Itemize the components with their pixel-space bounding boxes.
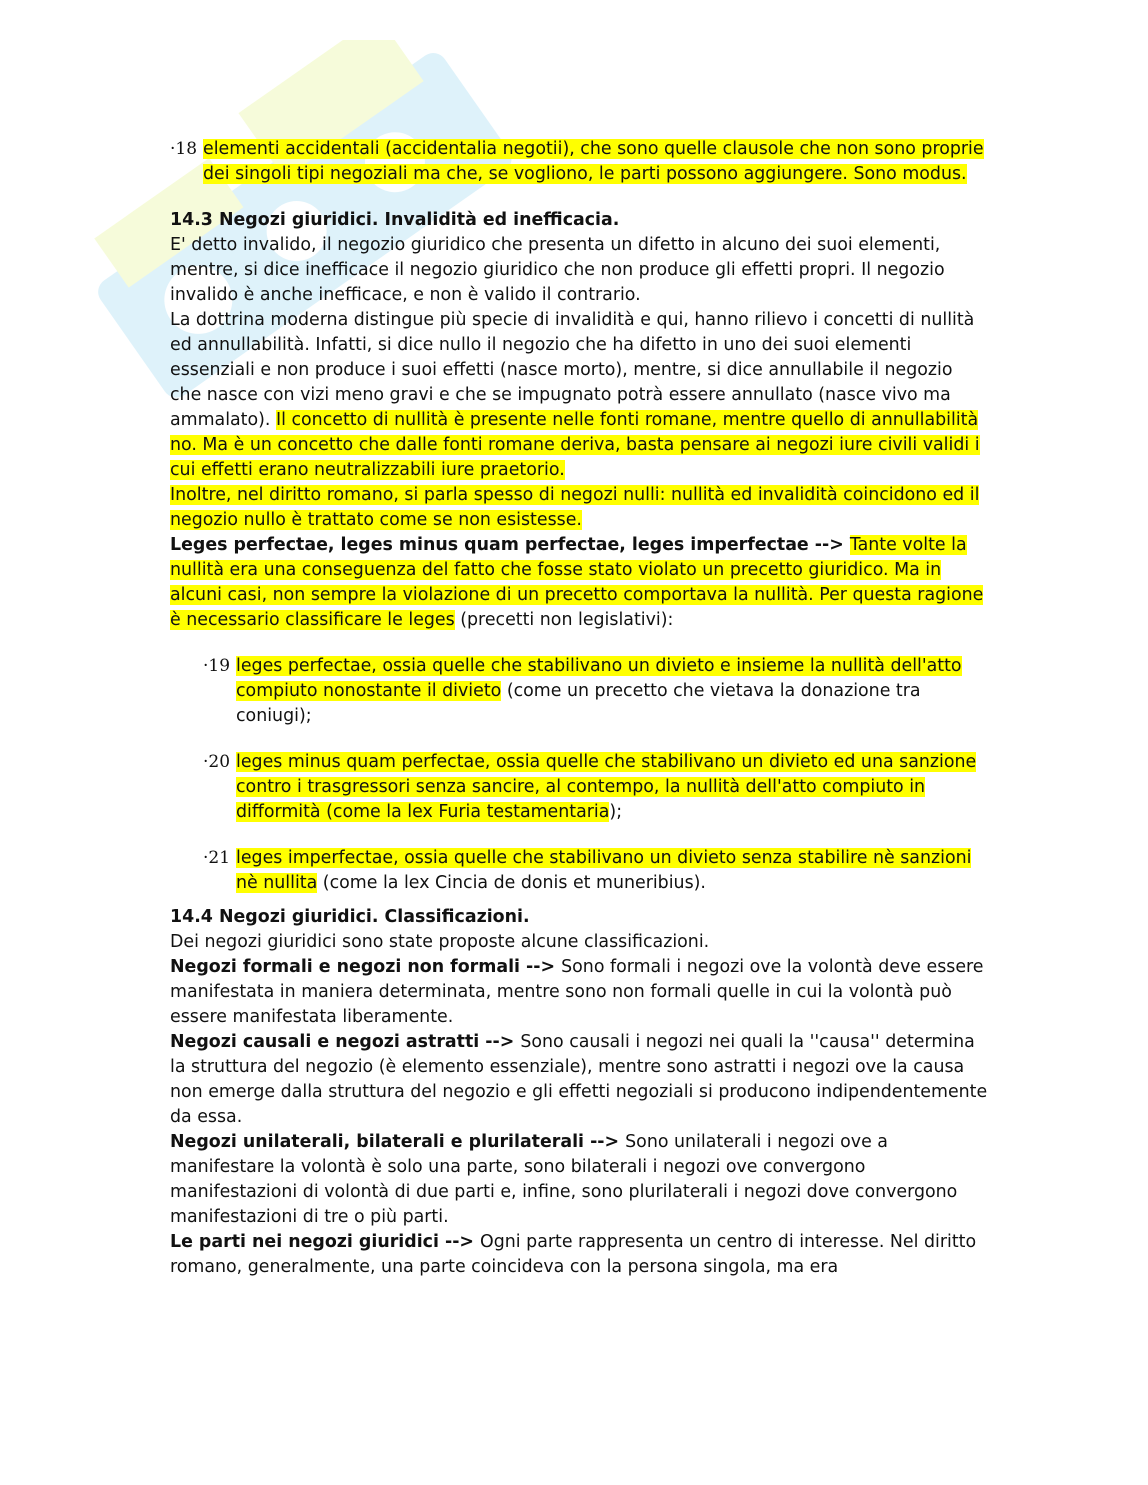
bold-term: Leges perfectae, leges minus quam perfectae, leges imperfectae --> (170, 535, 850, 555)
highlighted-text: Tante volte la nullità era una conseguenza del fatto che fosse stato violato un precetto giuridico. Ma in alcuni casi, non sempre la violazione di un precetto comportava la nullità. Per questa ragione è necessario classificare le leges (170, 535, 984, 630)
paragraph-text: La dottrina moderna distingue più specie di invalidità e qui, hanno rilievo i concetti di nullità ed annullabilità. Infatti, si dice nullo il negozio che ha difetto in uno dei suoi elementi essenziali e non produce i suoi effetti (nasce morto), mentre, si dice annullabile il negozio che nasce con vizi meno gravi e che se impugnato potrà essere annullato (nasce vivo ma ammalato). (170, 310, 975, 430)
paragraph (170, 533, 988, 633)
list-number: ·21 (203, 848, 231, 868)
section-heading-14-4: 14.4 Negozi giuridici. Classificazioni. (170, 907, 530, 927)
list-text: (come un precetto che vietava la donazione tra coniugi); (236, 681, 921, 726)
list-number: ·18 (170, 139, 198, 159)
section-heading-14-3: 14.3 Negozi giuridici. Invalidità ed inefficacia. (170, 210, 620, 230)
paragraph-text: (precetti non legislativi): (454, 610, 674, 630)
highlighted-text: leges minus quam perfectae, ossia quelle che stabilivano un divieto ed una sanzione contro i trasgressori senza sancire, al contempo, la nullità dell'atto compiuto in difformità (come la lex Furia testamentaria (236, 752, 977, 822)
list-number: ·19 (203, 656, 231, 676)
document-body (170, 137, 988, 1280)
bold-term: Negozi formali e negozi non formali --> (170, 957, 562, 977)
paragraph-text: Sono unilaterali i negozi ove a manifestare la volontà è solo una parte, sono bilaterali i negozi ove convergono manifestazioni di volontà di due parti e, infine, sono plurilaterali i negozi dove convergono manifestazioni di tre o più parti. (170, 1132, 958, 1227)
list-item-20 (170, 750, 988, 825)
highlighted-text: elementi accidentali (accidentalia negotii), che sono quelle clausole che non sono proprie dei singoli tipi negoziali ma che, se vogliono, le parti possono aggiungere. Sono modus. (203, 139, 984, 184)
paragraph: Dei negozi giuridici sono state proposte alcune classificazioni. (170, 932, 710, 952)
highlighted-text: leges perfectae, ossia quelle che stabilivano un divieto e insieme la nullità dell'atto compiuto nonostante il divieto (236, 656, 962, 701)
paragraph (170, 1130, 988, 1230)
list-item-19 (170, 654, 988, 729)
paragraph: E' detto invalido, il negozio giuridico che presenta un difetto in alcuno dei suoi elementi, mentre, si dice inefficace il negozio giuridico che non produce gli effetti propri. Il negozio invalido è anche inefficace, e non è valido il contrario. (170, 235, 945, 305)
list-number: ·20 (203, 752, 231, 772)
list-item-21 (170, 846, 988, 896)
paragraph (170, 955, 988, 1030)
highlighted-text: Il concetto di nullità è presente nelle fonti romane, mentre quello di annullabilità no. Ma è un concetto che dalle fonti romane deriva, basta pensare ai negozi iure civili validi i cui effetti erano neutralizzabili iure praetorio. (170, 410, 980, 480)
highlighted-text: Inoltre, nel diritto romano, si parla spesso di negozi nulli: nullità ed invalidità coincidono ed il negozio nullo è trattato come se non esistesse. (170, 485, 980, 530)
paragraph (170, 483, 988, 533)
bold-term: Le parti nei negozi giuridici --> (170, 1232, 481, 1252)
paragraph-text: Sono formali i negozi ove la volontà deve essere manifestata in maniera determinata, mentre sono non formali quelle in cui la volontà può essere manifestata liberamente. (170, 957, 984, 1027)
list-text: ); (609, 802, 623, 822)
paragraph-text: Ogni parte rappresenta un centro di interesse. Nel diritto romano, generalmente, una parte coincideva con la persona singola, ma era (170, 1232, 977, 1277)
highlighted-text: leges imperfectae, ossia quelle che stabilivano un divieto senza stabilire nè sanzioni nè nullita (236, 848, 972, 893)
bold-term: Negozi causali e negozi astratti --> (170, 1032, 521, 1052)
paragraph (170, 1030, 988, 1130)
paragraph (170, 1230, 988, 1280)
paragraph (170, 308, 988, 483)
paragraph-text: Sono causali i negozi nei quali la ''causa'' determina la struttura del negozio (è elemento essenziale), mentre sono astratti i negozi ove la causa non emerge dalla struttura del negozio e gli effetti negoziali si producono indipendentemente da essa. (170, 1032, 988, 1127)
list-text: (come la lex Cincia de donis et muneribius). (317, 873, 706, 893)
list-item-18 (170, 137, 988, 187)
bold-term: Negozi unilaterali, bilaterali e plurilaterali --> (170, 1132, 626, 1152)
